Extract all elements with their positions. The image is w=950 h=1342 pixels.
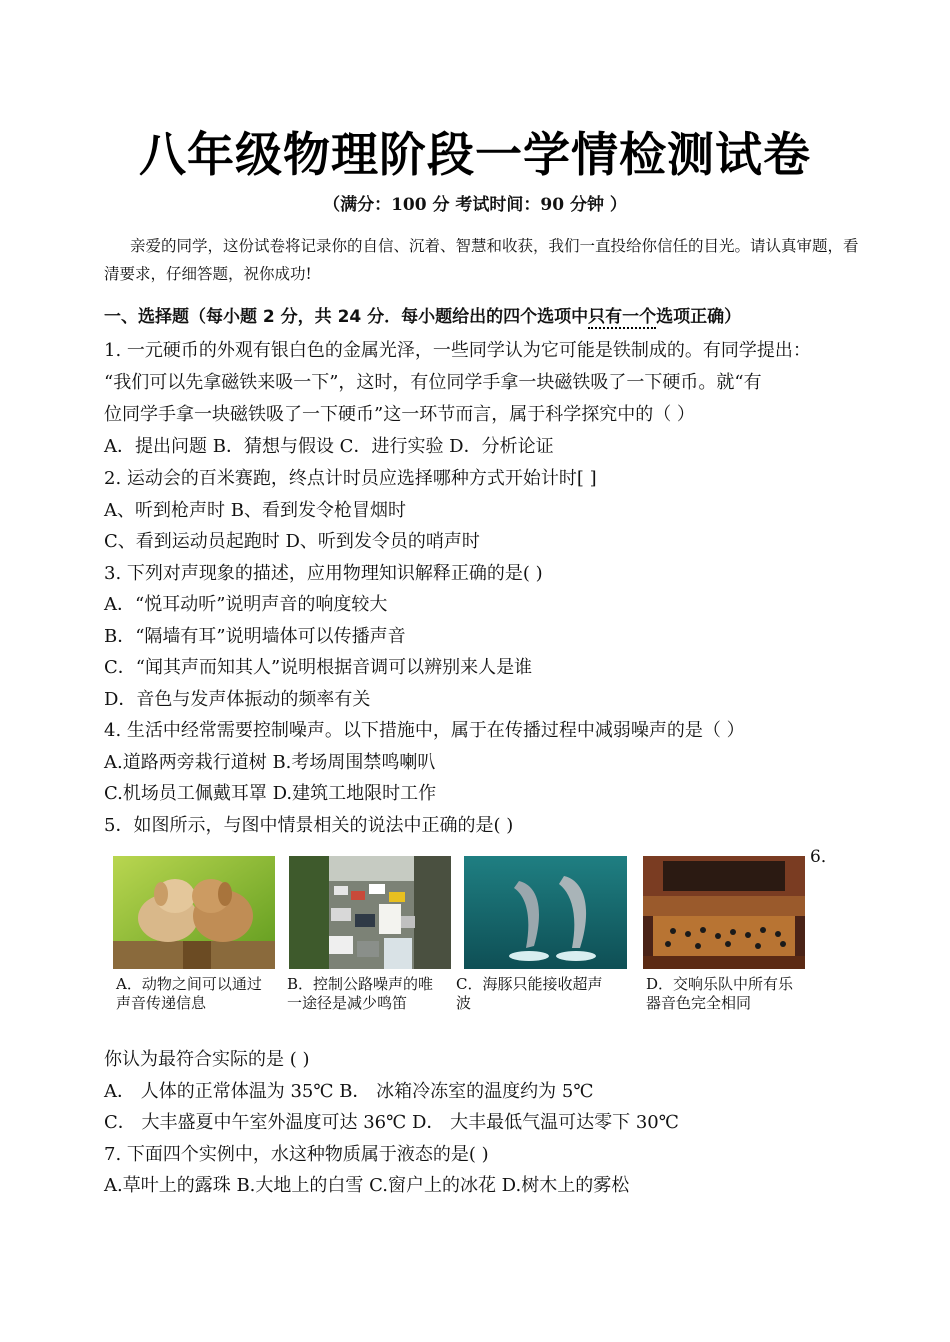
puppies-image bbox=[113, 856, 275, 969]
question-line: 位同学手拿一块磁铁吸了一下硬币”这一环节而言，属于科学探究中的（ ） bbox=[104, 404, 695, 425]
question-line: 4. 生活中经常需要控制噪声。以下措施中，属于在传播过程中减弱噪声的是（ ） bbox=[104, 720, 745, 741]
exam-meta: （满分：100 分 考试时间：90 分钟 ） bbox=[323, 195, 627, 215]
question-line: “我们可以先拿磁铁来吸一下”，这时，有位同学手拿一块磁铁吸了一下硬币。就“有 bbox=[104, 372, 762, 393]
question-6-number: 6． bbox=[810, 847, 838, 867]
option-line: A.草叶上的露珠 B.大地上的白雪 C.窗户上的冰花 D.树木上的雾松 bbox=[104, 1175, 630, 1196]
option-line: A、听到枪声时 B、看到发令枪冒烟时 bbox=[104, 500, 406, 521]
question-line: 1. 一元硬币的外观有银白色的金属光泽，一些同学认为它可能是铁制成的。有同学提出： bbox=[104, 340, 811, 361]
section-heading bbox=[104, 302, 741, 327]
question-line: 3. 下列对声现象的描述，应用物理知识解释正确的是( ) bbox=[104, 563, 543, 584]
section-heading-prefix: 一、选择题（每小题 2 分，共 24 分．每小题给出的四个选项中 bbox=[104, 307, 589, 327]
image-caption-d: D．交响乐队中所有乐器音色完全相同 bbox=[646, 975, 794, 1012]
orchestra-image bbox=[643, 856, 805, 969]
option-line: A． 人体的正常体温为 35℃ B． 冰箱冷冻室的温度约为 5℃ bbox=[104, 1081, 594, 1102]
image-caption-c: C．海豚只能接收超声波 bbox=[456, 975, 603, 1012]
question-line: 2. 运动会的百米赛跑，终点计时员应选择哪种方式开始计时[ ] bbox=[104, 468, 597, 489]
option-line: C． 大丰盛夏中午室外温度可达 36℃ D． 大丰最低气温可达零下 30℃ bbox=[104, 1112, 679, 1133]
image-caption-b: B．控制公路噪声的唯一途径是减少鸣笛 bbox=[287, 975, 434, 1012]
option-line: C、看到运动员起跑时 D、听到发令员的哨声时 bbox=[104, 531, 480, 552]
question-line: 你认为最符合实际的是 ( ) bbox=[104, 1049, 310, 1070]
intro-text: 亲爱的同学，这份试卷将记录你的自信、沉着、智慧和收获，我们一直投给你信任的目光。请认真审题，看清要求，仔细答题，祝你成功! bbox=[104, 237, 859, 283]
option-line: C.机场员工佩戴耳罩 D.建筑工地限时工作 bbox=[104, 783, 437, 804]
question-line: 5．如图所示，与图中情景相关的说法中正确的是( ) bbox=[104, 815, 514, 836]
section-heading-emphasis: 只有一个 bbox=[588, 307, 657, 327]
option-line: A.道路两旁栽行道树 B.考场周围禁鸣喇叭 bbox=[104, 752, 436, 773]
traffic-jam-image bbox=[289, 856, 451, 969]
option-line: A．提出问题 B．猜想与假设 C．进行实验 D．分析论证 bbox=[104, 436, 554, 457]
option-line: A．“悦耳动听”说明声音的响度较大 bbox=[104, 594, 388, 615]
option-line: C．“闻其声而知其人”说明根据音调可以辨别来人是谁 bbox=[104, 657, 533, 678]
dolphins-image bbox=[464, 856, 627, 969]
page-title: 八年级物理阶段一学情检测试卷 bbox=[139, 128, 811, 183]
option-line: B．“隔墙有耳”说明墙体可以传播声音 bbox=[104, 626, 406, 647]
section-heading-suffix: 选项正确） bbox=[656, 307, 742, 327]
option-line: D．音色与发声体振动的频率有关 bbox=[104, 689, 371, 710]
question-line: 7. 下面四个实例中，水这种物质属于液态的是( ) bbox=[104, 1144, 489, 1165]
image-caption-a: A．动物之间可以通过声音传递信息 bbox=[116, 975, 262, 1012]
